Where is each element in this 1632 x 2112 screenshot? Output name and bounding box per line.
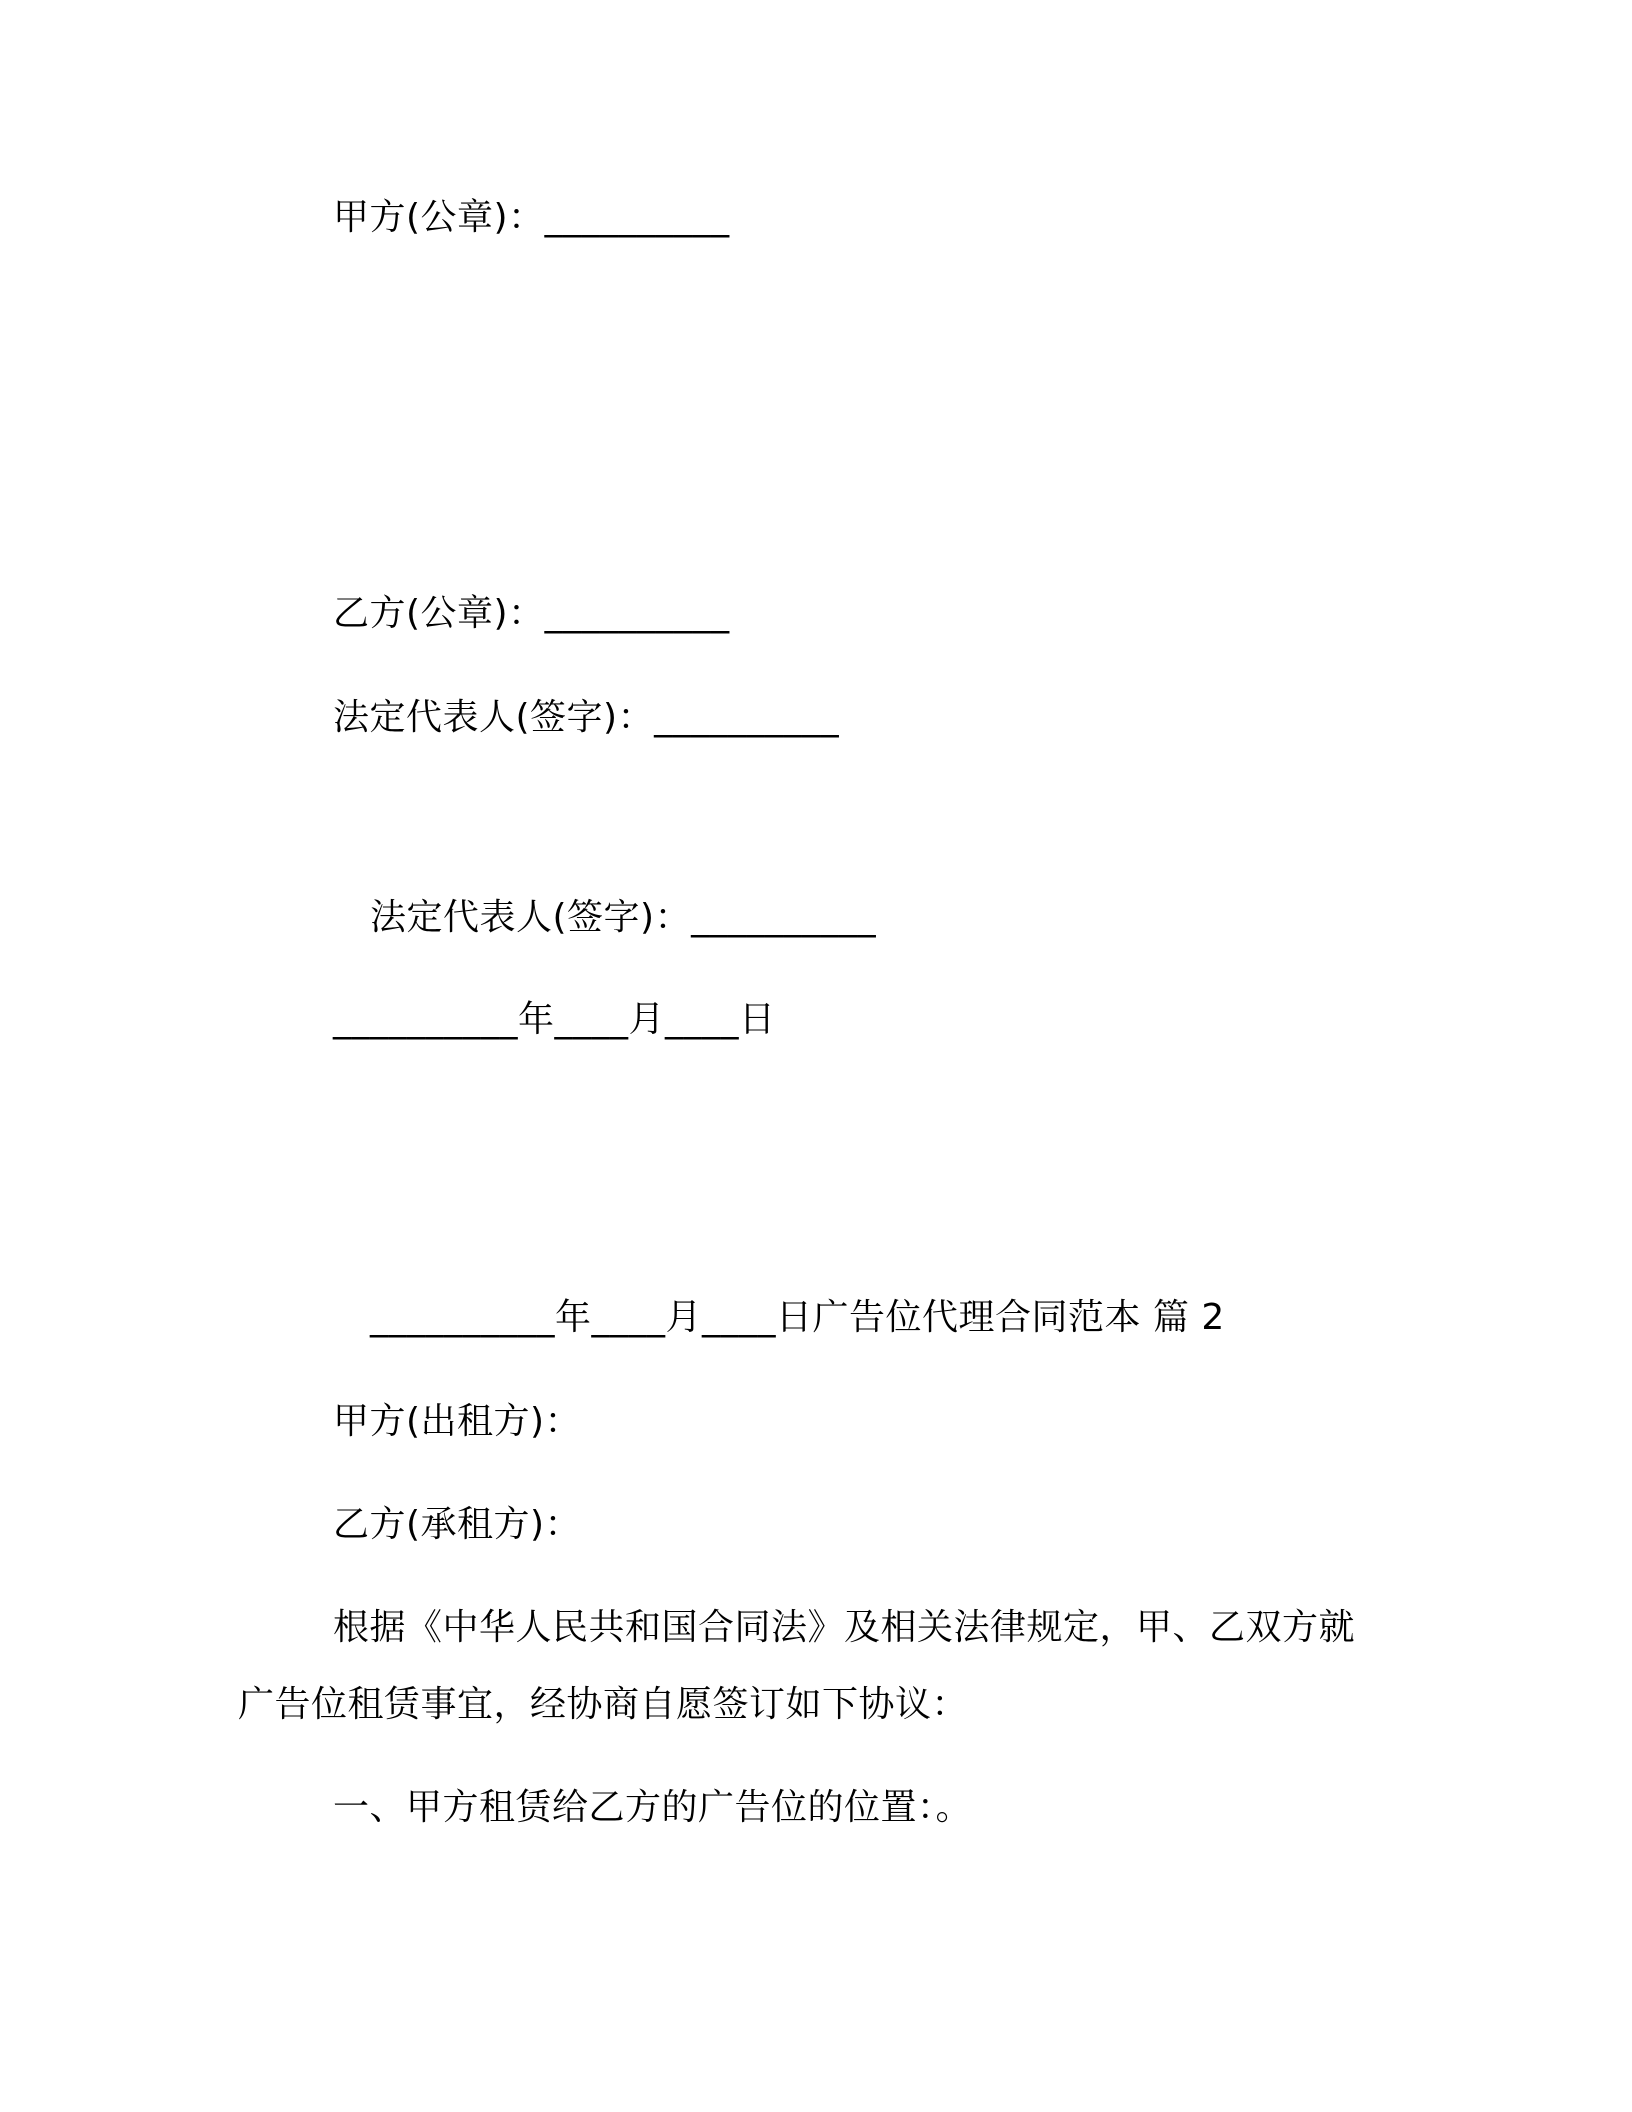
clause-1: 一、甲方租赁给乙方的广告位的位置：。: [333, 1787, 973, 1828]
legal-rep-sign-line-2: 法定代表人(签字)：__________: [370, 897, 877, 938]
date-line: __________年____月____日: [333, 999, 776, 1040]
party-a-seal-line: 甲方(公章)：__________: [333, 197, 730, 238]
intro-paragraph-line-2: 广告位租赁事宜，经协商自愿签订如下协议：: [238, 1684, 969, 1725]
lessor-line: 甲方(出租方)：: [333, 1401, 582, 1442]
section-title: __________年____月____日广告位代理合同范本 篇 2: [370, 1297, 1225, 1338]
lessee-line: 乙方(承租方)：: [333, 1504, 582, 1545]
intro-paragraph-line-1: 根据《中华人民共和国合同法》及相关法律规定，甲、乙双方就: [333, 1607, 1356, 1648]
party-b-seal-line: 乙方(公章)：__________: [333, 593, 730, 634]
legal-rep-sign-line: 法定代表人(签字)：__________: [333, 697, 840, 738]
